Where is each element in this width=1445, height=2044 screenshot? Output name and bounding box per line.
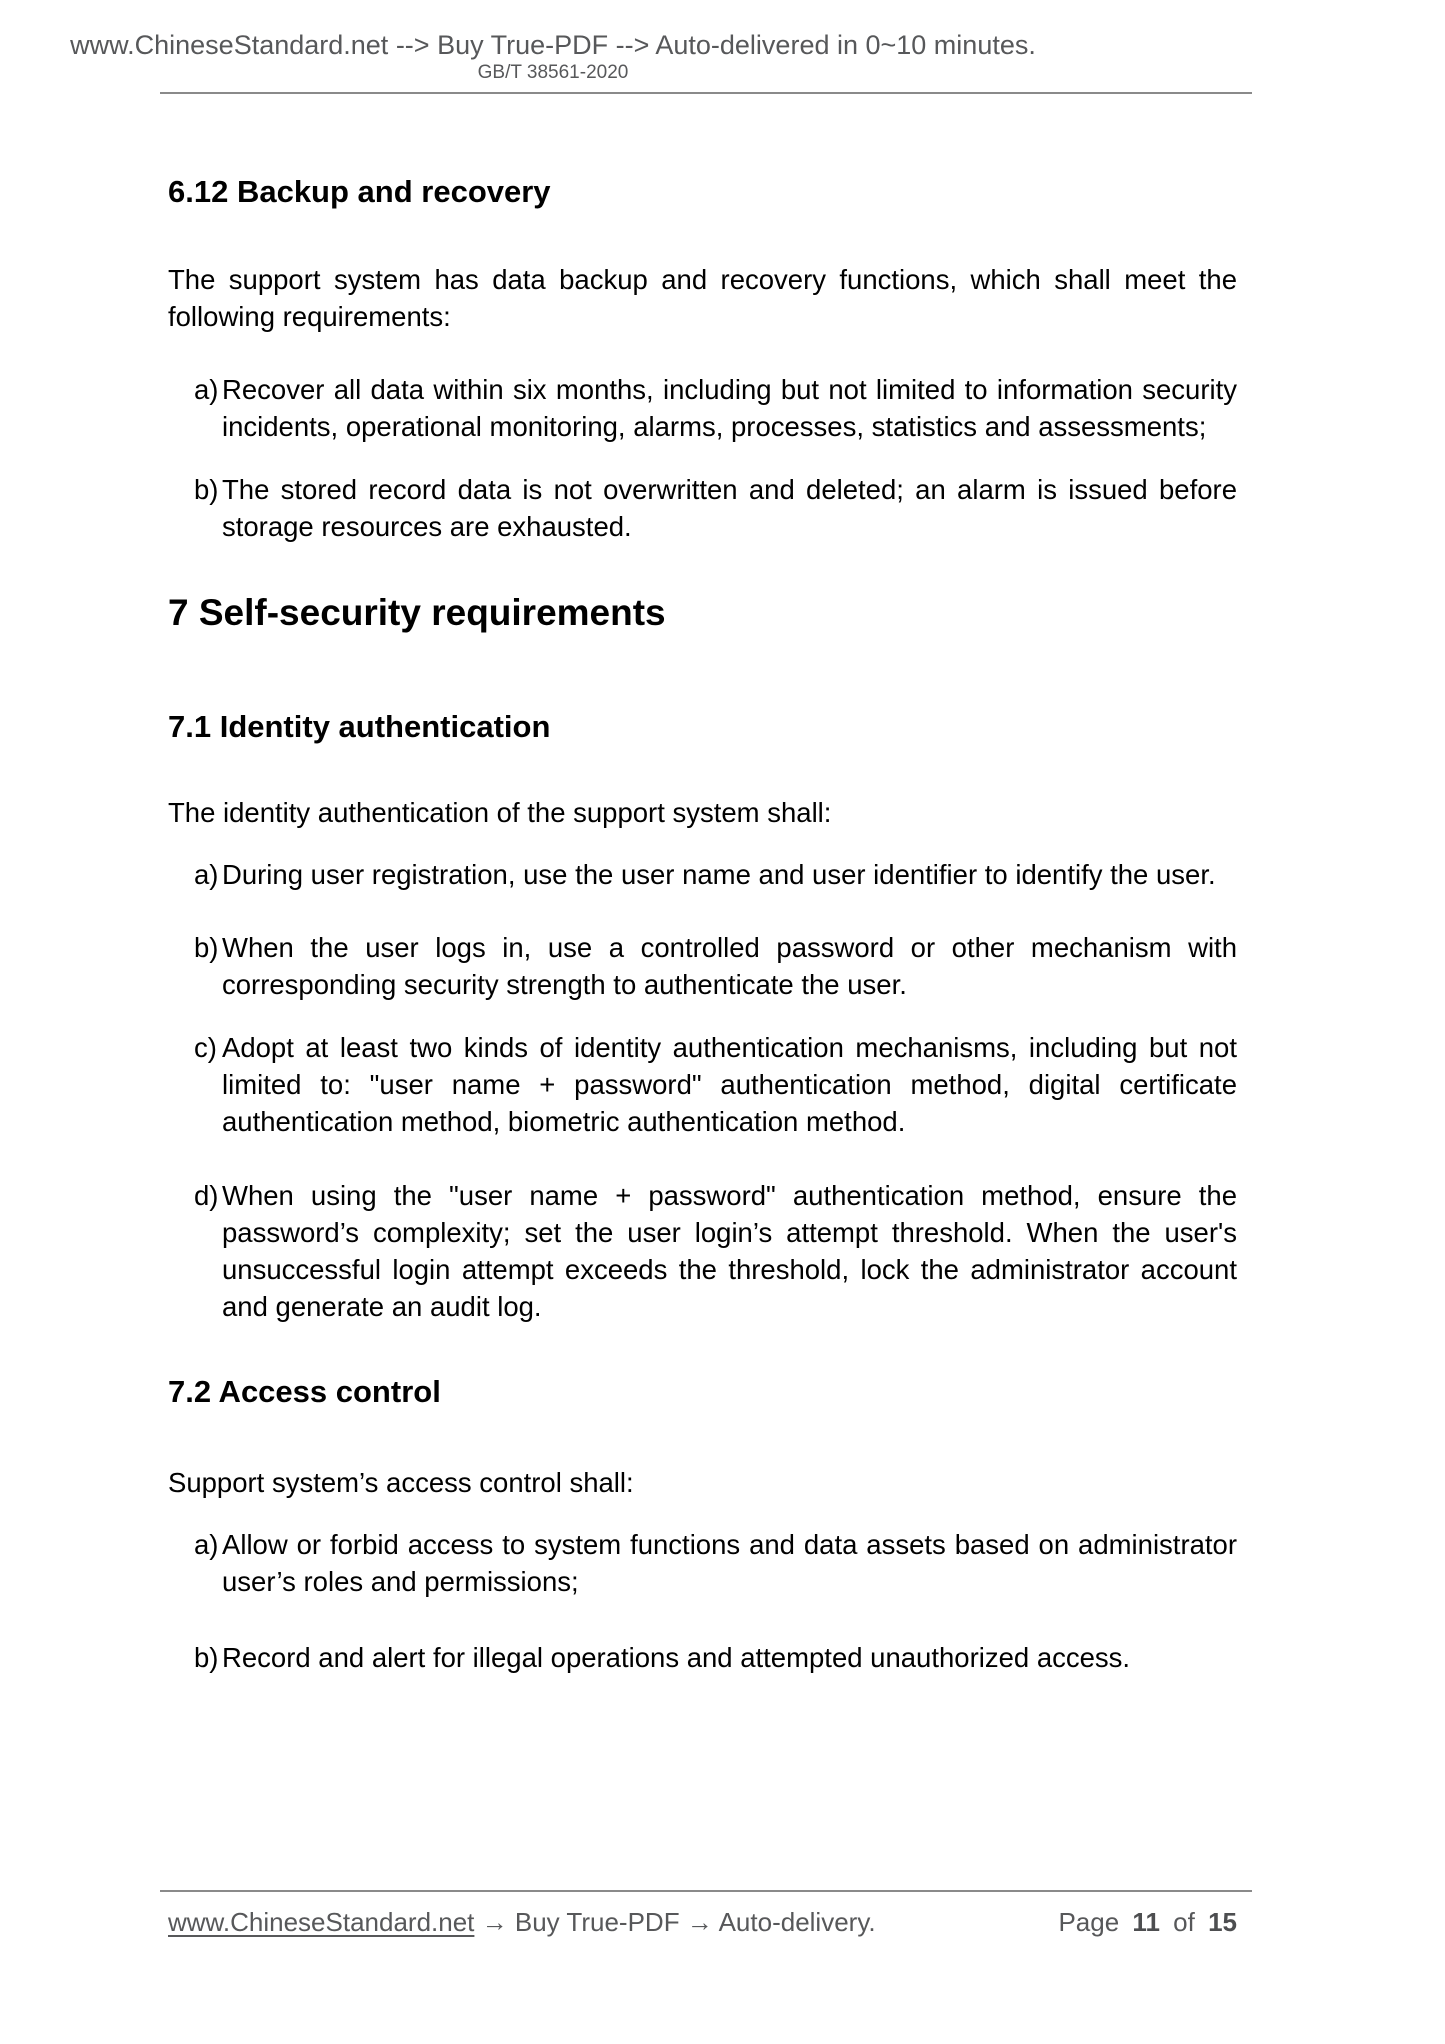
- footer-tagline-text: → Buy True-PDF → Auto-delivery.: [481, 1907, 876, 1937]
- footer-tagline: [168, 1905, 876, 1939]
- footer-site-link[interactable]: www.ChineseStandard.net: [168, 1907, 475, 1937]
- page-indicator: [1058, 1905, 1237, 1939]
- list-item-label: b): [194, 932, 219, 963]
- list-item: [168, 856, 1237, 893]
- footer-divider: [160, 1890, 1252, 1892]
- list-item-text: Recover all data within six months, including but not limited to information security incidents, operational monitoring, alarms, processes, statistics and assessments;: [222, 374, 1237, 442]
- list-item-label: b): [194, 1642, 219, 1673]
- header-divider: [160, 92, 1252, 94]
- list-item-text: Record and alert for illegal operations and attempted unauthorized access.: [222, 1642, 1131, 1673]
- list-item: [168, 371, 1237, 445]
- section-heading-7-2: 7.2 Access control: [168, 1374, 441, 1409]
- list-item-text: During user registration, use the user name and user identifier to identify the user.: [222, 859, 1216, 890]
- list-item: [168, 1639, 1237, 1676]
- list-item: [168, 1526, 1237, 1600]
- list-item-text: Allow or forbid access to system functions and data assets based on administrator user’s roles and permissions;: [222, 1529, 1237, 1597]
- page-of-label: of: [1173, 1907, 1195, 1937]
- header-doc-code: GB/T 38561-2020: [477, 62, 629, 83]
- list-item-label: a): [194, 1529, 219, 1560]
- document-content: [168, 170, 1237, 1676]
- list-item: [168, 471, 1237, 545]
- page-current: 11: [1132, 1907, 1160, 1937]
- list-item-label: c): [194, 1032, 217, 1063]
- list-item-label: d): [194, 1180, 219, 1211]
- list-item-text: Adopt at least two kinds of identity authentication mechanisms, including but not limited to: "user name + password" authentication method, digital certificate authentication method, biometric authentication method.: [222, 1032, 1237, 1137]
- section-heading-7: 7 Self-security requirements: [168, 592, 666, 633]
- page-header: [0, 30, 1106, 84]
- list-item-label: a): [194, 374, 219, 405]
- list-item-text: When the user logs in, use a controlled password or other mechanism with corresponding security strength to authenticate the user.: [222, 932, 1237, 1000]
- page-label: Page: [1058, 1907, 1120, 1937]
- list-item-text: The stored record data is not overwritten and deleted; an alarm is issued before storage resources are exhausted.: [222, 474, 1237, 542]
- list-item-label: a): [194, 859, 219, 890]
- section-6-12-intro: The support system has data backup and recovery functions, which shall meet the following requirements:: [168, 264, 1237, 332]
- list-item-text: When using the "user name + password" authentication method, ensure the password’s complexity; set the user login’s attempt threshold. When the user's unsuccessful login attempt exceeds the threshold, lock the administrator account and generate an audit log.: [222, 1180, 1237, 1322]
- list-item: [168, 929, 1237, 1003]
- page-footer: [168, 1905, 1237, 1939]
- section-heading-7-1: 7.1 Identity authentication: [168, 709, 551, 744]
- section-7-2-intro: Support system’s access control shall:: [168, 1467, 634, 1498]
- header-banner-text: www.ChineseStandard.net --> Buy True-PDF --> Auto-delivered in 0~10 minutes.: [70, 30, 1036, 60]
- list-item-label: b): [194, 474, 219, 505]
- list-item: [168, 1029, 1237, 1140]
- page-total: 15: [1208, 1907, 1237, 1937]
- section-7-1-intro: The identity authentication of the support system shall:: [168, 797, 832, 828]
- section-heading-6-12: 6.12 Backup and recovery: [168, 174, 551, 209]
- list-item: [168, 1177, 1237, 1325]
